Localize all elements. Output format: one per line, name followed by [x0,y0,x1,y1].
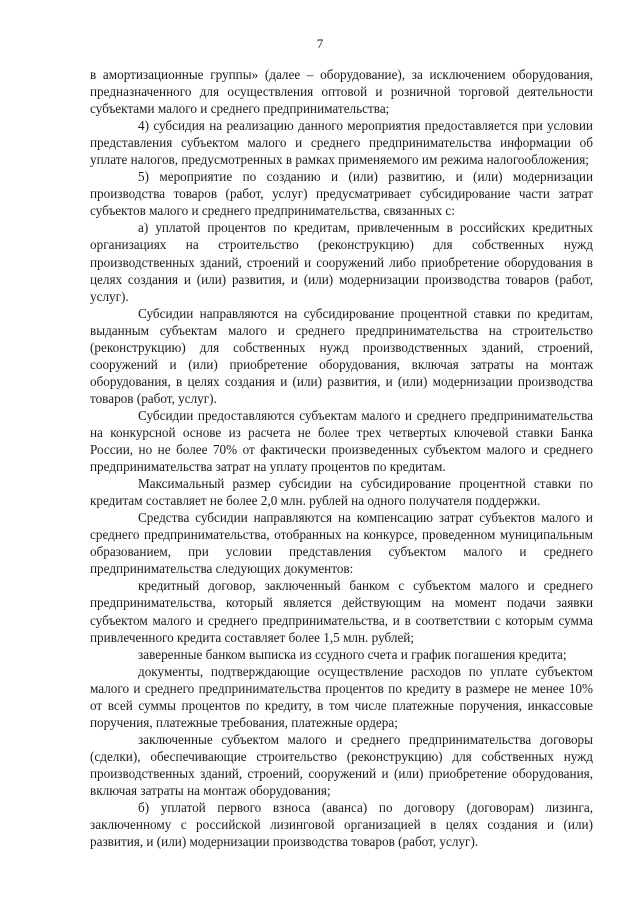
paragraph: кредитный договор, заключенный банком с субъектом малого и среднего предпринимательства, который является действующим на момент подачи заявки субъектом малого и среднего предпринимательства, и в соответствии с которым сумма привлеченного кредита составляет более 1,5 млн. рублей; [90,578,593,645]
paragraph: а) уплатой процентов по кредитам, привлеченным в российских кредитных организациях на строительство (реконструкцию) для собственных нужд производственных зданий, строений и сооружений либо приобретение оборудования в целях создания и (или) развития, и (или) модернизации производства товаров (работ, услуг). [90,220,593,304]
paragraph: заключенные субъектом малого и среднего предпринимательства договоры (сделки), обеспечивающие строительство (реконструкцию) для собственных нужд производственных зданий, строений, сооружений и (или) приобретение оборудования, включая затраты на монтаж оборудования; [90,731,593,798]
paragraph: Средства субсидии направляются на компенсацию затрат субъектов малого и среднего предпринимательства, отобранных на конкурсе, проведенном муниципальным образованием, при условии представления субъектом малого и среднего предпринимательства следующих документов: [90,510,593,577]
page-number: 7 [316,36,324,51]
body-text [90,66,593,850]
paragraph: Субсидии направляются на субсидирование процентной ставки по кредитам, выданным субъектам малого и среднего предпринимательства на строительство (реконструкцию) для собственных нужд производственных зданий, строений, сооружений и (или) приобретение оборудования, включая затраты на монтаж оборудования, в целях создания и (или) развития, и (или) модернизации производства товаров (работ, услуг). [90,305,593,406]
paragraph: документы, подтверждающие осуществление расходов по уплате субъектом малого и среднего предпринимательства процентов по кредиту в размере не менее 10% от всей суммы процентов по кредиту, в том числе платежные поручения, инкассовые поручения, платежные требования, платежные ордера; [90,663,593,730]
paragraph: Максимальный размер субсидии на субсидирование процентной ставки по кредитам составляет не более 2,0 млн. рублей на одного получателя поддержки. [90,476,593,509]
paragraph: б) уплатой первого взноса (аванса) по договору (договорам) лизинга, заключенному с российской лизинговой организацией в целях создания и (или) развития, и (или) модернизации производства товаров (работ, услуг). [90,800,593,850]
paragraph: заверенные банком выписка из ссудного счета и график погашения кредита; [138,646,567,662]
paragraph: 4) субсидия на реализацию данного мероприятия предоставляется при условии представления субъектом малого и среднего предпринимательства информации об уплате налогов, предусмотренных в рамках применяемого им режима налогообложения; [90,118,593,168]
paragraph: Субсидии предоставляются субъектам малого и среднего предпринимательства на конкурсной основе из расчета не более трех четвертых ключевой ставки Банка России, но не более 70% от фактически произведенных субъектом малого и среднего предпринимательства затрат на уплату процентов по кредитам. [90,407,593,475]
paragraph: 5) мероприятие по созданию и (или) развитию, и (или) модернизации производства товаров (работ, услуг) предусматривает субсидирование части затрат субъектов малого и среднего предпринимательства, связанных с: [90,169,593,219]
paragraph: в амортизационные группы» (далее – оборудование), за исключением оборудования, предназначенного для осуществления оптовой и розничной торговой деятельности субъектами малого и среднего предпринимательства; [90,67,593,117]
